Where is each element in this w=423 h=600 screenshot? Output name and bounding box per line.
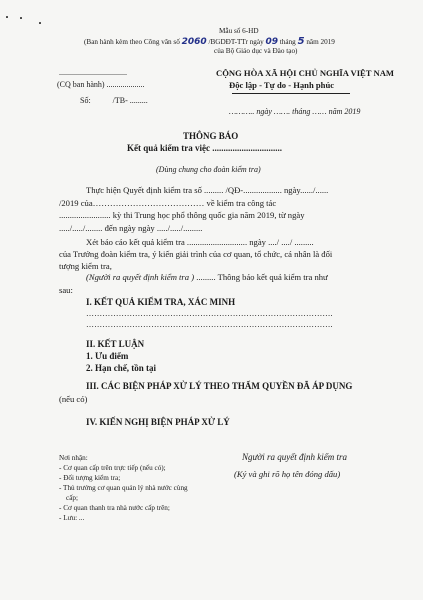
recipients-label: Nơi nhận:	[59, 454, 88, 462]
section-2-limitations: 2. Hạn chế, tồn tại	[86, 363, 157, 373]
document-number: Số: /TB- .........	[80, 96, 148, 105]
handwritten-number: 2060	[181, 37, 207, 47]
signer-note: (Ký và ghi rõ họ tên đóng dấu)	[234, 469, 341, 479]
paragraph-decision: Thực hiện Quyết định kiểm tra số ......... /QĐ-.................. ngày....../......	[86, 185, 329, 195]
form-number: Mẫu số 6-HD	[219, 27, 259, 35]
handwritten-day: 09	[265, 37, 278, 47]
motto-underline	[232, 93, 350, 94]
scan-speck	[20, 17, 22, 19]
issuer-label: (CQ ban hành) ...................	[57, 80, 145, 89]
section-3-note: (nếu có)	[59, 394, 88, 404]
scan-speck	[39, 22, 41, 24]
recipient-item: - Lưu: ...	[59, 514, 85, 522]
notice-subtitle: Kết quả kiểm tra việc ...............................	[127, 143, 282, 153]
signer-role: Người ra quyết định kiểm tra	[242, 452, 347, 462]
notice-title: THÔNG BÁO	[183, 131, 239, 141]
section-1-heading: I. KẾT QUẢ KIỂM TRA, XÁC MINH	[86, 297, 236, 307]
handwritten-month: 5	[297, 36, 305, 47]
recipient-item: - Cơ quan thanh tra nhà nước cấp trên;	[59, 504, 170, 512]
paragraph-decision-cont: /2019 của………………………………… về kiểm tra công tác ........................ kỳ thi Trung học phổ thông quốc gia năm 2019, từ ngày ...../...../........ đến ngày ngày ...../...../.........	[59, 198, 305, 233]
section-2-strengths: 1. Ưu điểm	[86, 351, 129, 361]
place-date-line: ……….. ngày ……. tháng …… năm 2019	[229, 107, 361, 116]
recipient-item: cấp;	[66, 494, 78, 502]
motto: Độc lập - Tự do - Hạnh phúc	[229, 80, 335, 90]
section-3-heading: III. CÁC BIỆN PHÁP XỬ LÝ THEO THẨM QUYỀN ĐÃ ÁP DỤNG	[86, 381, 353, 391]
section-2-heading: II. KẾT LUẬN	[86, 339, 145, 349]
issuer-dots: ..................................	[59, 68, 127, 77]
section-1-dots-2: ……………………………………………………………………………….	[86, 320, 333, 329]
country-name: CỘNG HÒA XÃ HỘI CHỦ NGHĨA VIỆT NAM	[216, 68, 395, 78]
section-4-heading: IV. KIẾN NGHỊ BIỆN PHÁP XỬ LÝ	[86, 417, 230, 427]
issued-with-line: (Ban hành kèm theo Công văn số 2060 /BGDĐT-TTr ngày 09 tháng 5 năm 2019	[84, 36, 335, 47]
recipient-item: - Cơ quan cấp trên trực tiếp (nếu có);	[59, 464, 166, 472]
paragraph-review: Xét báo cáo kết quả kiểm tra ............................ ngày ..../ ..../ .........	[86, 237, 314, 247]
issued-by: của Bộ Giáo dục và Đào tạo)	[214, 47, 298, 55]
recipient-item: - Thủ trưởng cơ quan quản lý nhà nước cùng	[59, 484, 188, 492]
recipient-item: - Đối tượng kiểm tra;	[59, 474, 121, 482]
paragraph-notice: (Người ra quyết định kiểm tra ) ......... Thông báo kết quả kiểm tra như	[86, 272, 328, 282]
scan-speck	[6, 16, 8, 18]
notice-usage-note: (Dùng chung cho đoàn kiểm tra)	[156, 165, 261, 174]
section-1-dots-1: ……………………………………………………………………………….	[86, 309, 333, 318]
paragraph-review-cont: của Trưởng đoàn kiểm tra, ý kiến giải trình của cơ quan, tổ chức, cá nhân là đối tượng kiểm tra,	[59, 249, 333, 272]
paragraph-notice-cont: sau:	[59, 285, 73, 295]
